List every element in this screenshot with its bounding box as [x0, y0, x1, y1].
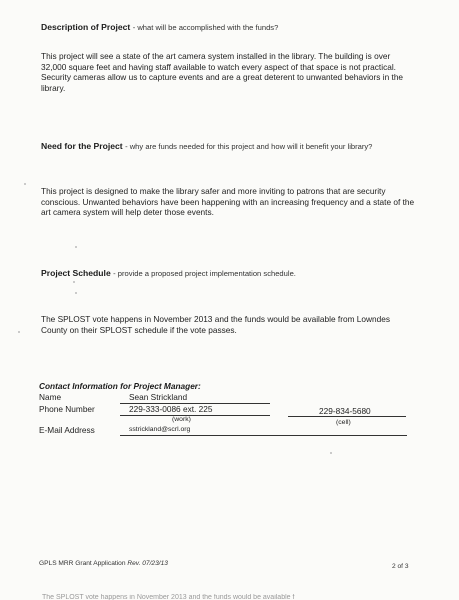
phone-cell-value: 229-834-5680 — [319, 406, 371, 416]
phone-cell-underline — [288, 416, 406, 417]
section-question: - provide a proposed project implementation schedule. — [113, 269, 296, 278]
email-underline — [120, 435, 407, 436]
section-title: Need for the Project — [41, 141, 123, 151]
bleed-through-text: The SPLOST vote happens in November 2013 and the funds would be available f — [42, 594, 295, 600]
scan-speck — [75, 246, 77, 248]
contact-heading: Contact Information for Project Manager: — [39, 381, 201, 391]
scan-speck — [330, 452, 332, 454]
scan-speck — [75, 292, 77, 294]
section-question: - why are funds needed for this project and how will it benefit your library? — [125, 142, 373, 151]
footer-form-title — [39, 560, 168, 567]
section-title: Description of Project — [41, 22, 131, 32]
section-heading-schedule — [41, 268, 296, 278]
footer-form-name: GPLS MRR Grant Application — [39, 560, 126, 567]
scan-speck — [24, 183, 26, 185]
name-value: Sean Strickland — [129, 392, 188, 402]
email-value: sstrickland@scrl.org — [129, 426, 191, 433]
phone-work-caption: (work) — [172, 416, 191, 423]
phone-work-value: 229-333-0086 ext. 225 — [129, 404, 213, 414]
section-heading-description — [41, 22, 278, 32]
phone-label: Phone Number — [39, 404, 95, 414]
section-question: - what will be accomplished with the funds? — [132, 23, 279, 32]
section-body-description: This project will see a state of the art camera system installed in the library. The building is over 32,000 square feet and having staff available to watch every aspect of that space is not practical. Security cameras allow us to capture events and are a great deterent to unwanted behaviors in the library. — [41, 51, 404, 93]
phone-cell-caption: (cell) — [336, 419, 351, 426]
section-body-need: This project is designed to make the library safer and more inviting to patrons that are security conscious. Unwanted behaviors have been happening with an increasing frequency and a state of the art camera system will help deter those events. — [41, 186, 415, 218]
email-label: E-Mail Address — [39, 425, 95, 435]
phone-work-underline — [120, 415, 270, 416]
section-body-schedule: The SPLOST vote happens in November 2013 and the funds would be available from Lowndes County on their SPLOST schedule if the vote passes. — [41, 314, 390, 335]
scan-speck — [18, 331, 20, 333]
section-heading-need — [41, 141, 372, 151]
scan-speck — [73, 281, 75, 283]
page-number: 2 of 3 — [392, 563, 409, 570]
section-title: Project Schedule — [41, 268, 111, 278]
footer-revision: Rev. 07/23/13 — [127, 560, 168, 567]
name-label: Name — [39, 392, 62, 402]
